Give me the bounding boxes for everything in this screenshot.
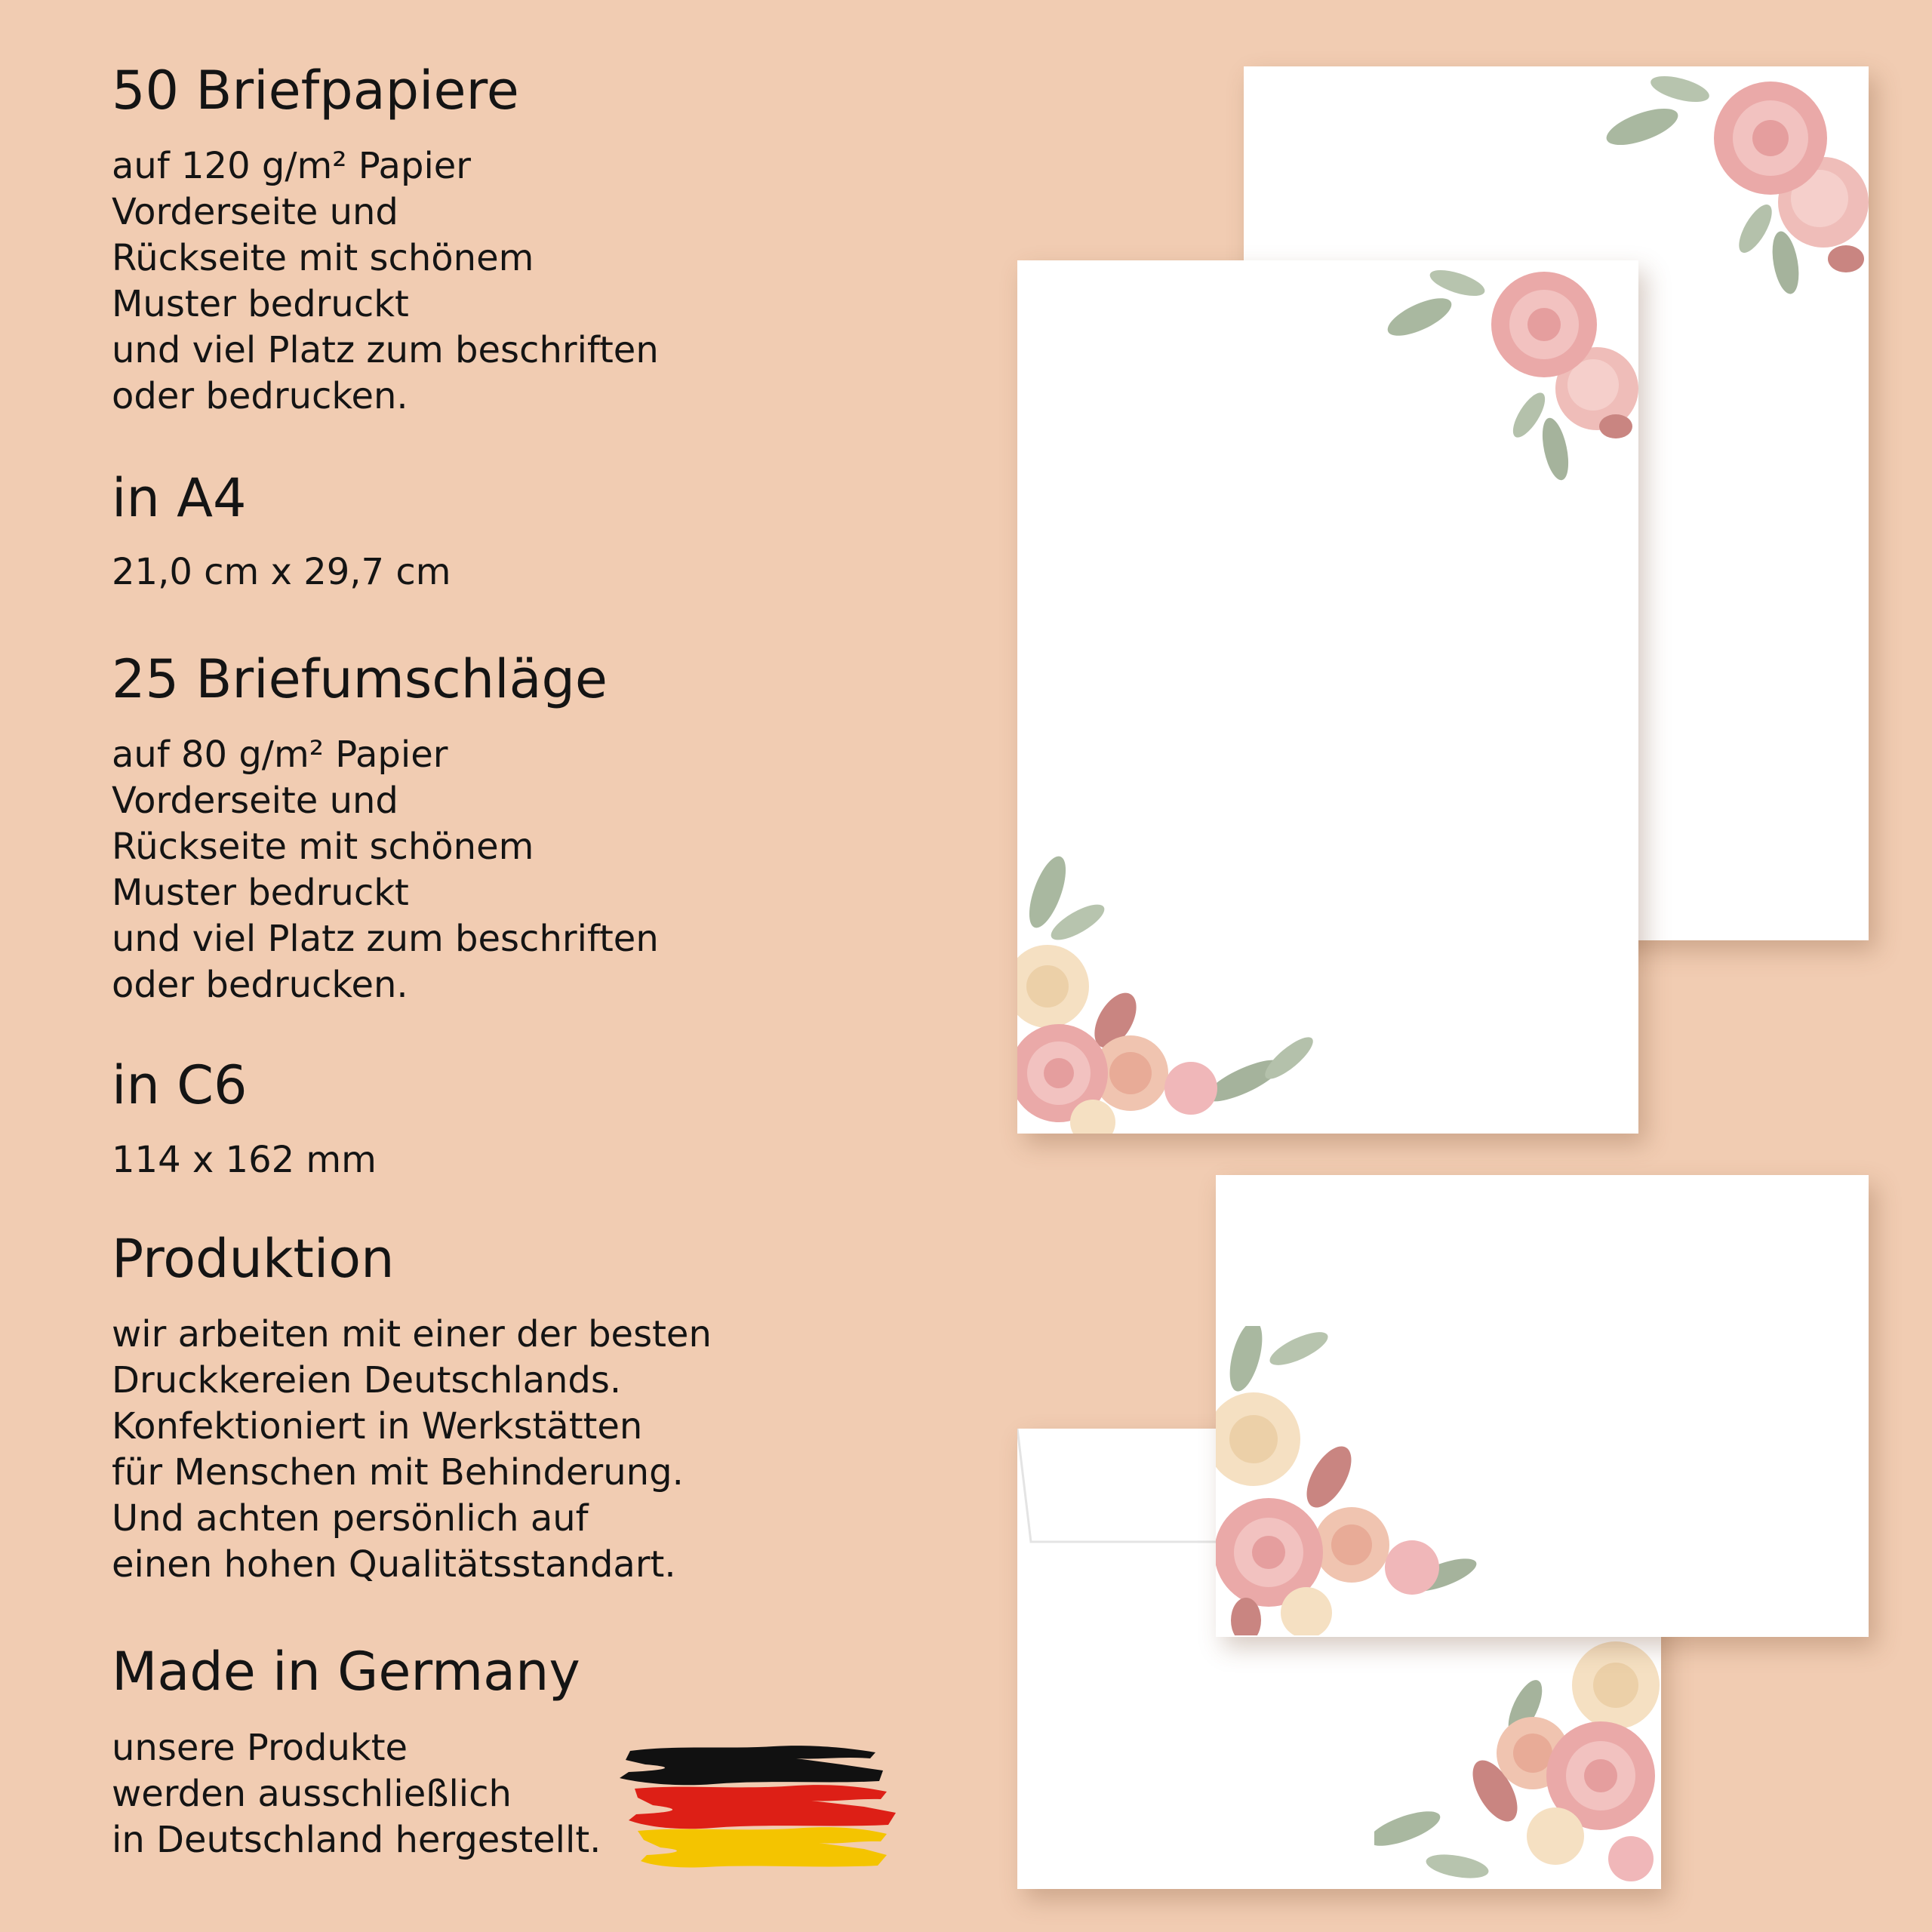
heading-production: Produktion bbox=[112, 1228, 395, 1290]
letter-paper-line-4: Muster bedruckt bbox=[112, 283, 409, 325]
envelope-line-2: Vorderseite und bbox=[112, 780, 398, 822]
envelope-front bbox=[1216, 1175, 1869, 1637]
letter-paper-line-6: oder bedrucken. bbox=[112, 375, 408, 417]
production-line-3: Konfektioniert in Werkstätten bbox=[112, 1405, 643, 1447]
floral-corner-decoration-icon bbox=[1216, 1326, 1503, 1635]
production-line-5: Und achten persönlich auf bbox=[112, 1497, 589, 1540]
letter-paper-line-3: Rückseite mit schönem bbox=[112, 237, 534, 279]
c6-dimensions: 114 x 162 mm bbox=[112, 1139, 377, 1181]
heading-format-c6: in C6 bbox=[112, 1054, 248, 1116]
made-in-germany-line-1: unsere Produkte bbox=[112, 1727, 408, 1769]
production-line-1: wir arbeiten mit einer der besten bbox=[112, 1313, 712, 1355]
letter-paper-line-1: auf 120 g/m² Papier bbox=[112, 145, 472, 187]
envelope-line-5: und viel Platz zum beschriften bbox=[112, 918, 659, 960]
production-line-6: einen hohen Qualitätsstandart. bbox=[112, 1543, 676, 1586]
heading-letter-paper: 50 Briefpapiere bbox=[112, 60, 519, 122]
a4-dimensions: 21,0 cm x 29,7 cm bbox=[112, 551, 451, 593]
heading-envelopes: 25 Briefumschläge bbox=[112, 648, 608, 710]
heading-made-in-germany: Made in Germany bbox=[112, 1641, 580, 1703]
floral-corner-decoration-icon bbox=[1017, 832, 1319, 1134]
made-in-germany-line-2: werden ausschließlich bbox=[112, 1773, 512, 1815]
german-flag-brushstroke-icon bbox=[615, 1742, 898, 1870]
envelope-line-6: oder bedrucken. bbox=[112, 964, 408, 1006]
production-line-4: für Menschen mit Behinderung. bbox=[112, 1451, 684, 1494]
envelope-line-3: Rückseite mit schönem bbox=[112, 826, 534, 868]
production-line-2: Druckkereien Deutschlands. bbox=[112, 1359, 622, 1401]
floral-corner-decoration-icon bbox=[1374, 1640, 1661, 1889]
letter-paper-line-2: Vorderseite und bbox=[112, 191, 398, 233]
letter-paper-line-5: und viel Platz zum beschriften bbox=[112, 329, 659, 371]
envelope-line-4: Muster bedruckt bbox=[112, 872, 409, 914]
heading-format-a4: in A4 bbox=[112, 467, 247, 529]
letter-paper-front-sheet bbox=[1017, 260, 1638, 1134]
floral-corner-decoration-icon bbox=[1382, 260, 1638, 494]
made-in-germany-line-3: in Deutschland hergestellt. bbox=[112, 1819, 601, 1861]
envelope-line-1: auf 80 g/m² Papier bbox=[112, 734, 448, 776]
